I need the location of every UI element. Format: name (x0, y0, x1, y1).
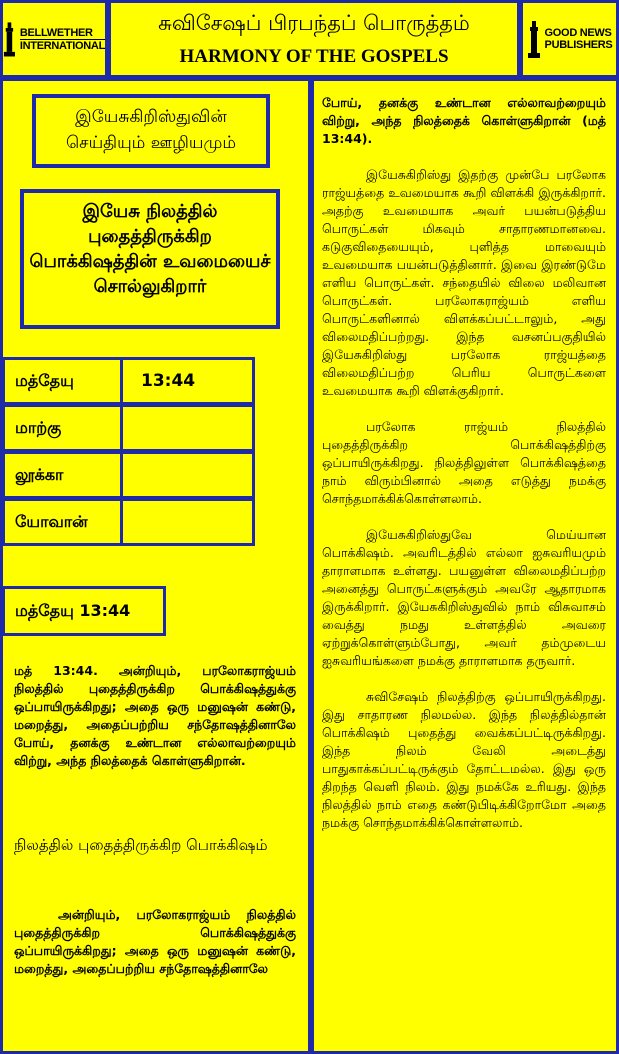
gospel-name: மத்தேயு (5, 360, 123, 402)
paragraph: பரலோக ராஜ்யம் நிலத்தில் புதைத்திருக்கிற பொக்கிஷத்திற்கு ஒப்பாயிருக்கிறது. நிலத்திலுள்ள பொக்கிஷத்தை நாம் விரும்பினால் அதை எடுத்து நமக்கு சொந்தமாக்கிக்கொள்ளலாம். (322, 419, 606, 506)
title-english: HARMONY OF THE GOSPELS (179, 46, 449, 67)
logo-line-2: INTERNATIONAL (19, 39, 105, 52)
gospel-ref: 13:44 (141, 371, 196, 391)
verse-text: மத் 13:44. அன்றியும், பரலோகராஜ்யம் நிலத்தில் புதைத்திருக்கிற பொக்கிஷத்துக்கு ஒப்பாயிருக்கிறது; அதை ஒரு மனுஷன் கண்டு, மறைத்து, அதைப்பற்றிய சந்தோஷத்தினாலே போய், தனக்கு உண்டான எல்லாவற்றையும் விற்று, அந்த நிலத்தைக் கொள்ளுகிறான். (14, 663, 296, 768)
section-title-box: இயேசுகிறிஸ்துவின் செய்தியும் ஊழியமும் (32, 94, 270, 168)
logo-line-1: BELLWETHER (19, 26, 93, 39)
subheading: நிலத்தில் புதைத்திருக்கிற பொக்கிஷம் (14, 836, 268, 854)
header-title (108, 0, 520, 78)
paragraph: இயேசுகிறிஸ்துவே மெய்யான பொக்கிஷம். அவரிடத்தில் எல்லா ஐசுவரியமும் தாராளமாக உள்ளது. பயனுள்ள விலைமதிப்பற்ற அனைத்து பொருட்களுக்கும் அவரே ஆதாரமாக இருக்கிறார். இயேசுகிறிஸ்துவில் நாம் விசுவாசம் வைத்து நமது உள்ளத்தில் அவரை ஏற்றுக்கொள்ளும்போது, அவர் தம்முடைய ஐசுவரியங்களை நமக்கு தாராளமாக தருவார். (322, 527, 606, 668)
scripture-reference: மத்தேயு 13:44 (2, 586, 166, 636)
paragraph: சுவிசேஷம் நிலத்திற்கு ஒப்பாயிருக்கிறது. இது சாதாரண நிலமல்ல. இந்த நிலத்தில்தான் பொக்கிஷம் புதைத்து வைக்கப்பட்டிருக்கிறது. இந்த நிலம் வேலி அடைத்து பாதுகாக்கப்பட்டிருக்கும் தோட்டமல்ல. இது ஒரு திறந்த வெளி நிலம். இது நமக்கே உரியது. இந்த நிலத்தில் நாம் எதை கண்டுபிடிக்கிறோமோ அதை நமக்கு சொந்தமாக்கிக்கொள்ளலாம். (322, 689, 606, 830)
verse-continuation: போய், தனக்கு உண்டான எல்லாவற்றையும் விற்று, அந்த நிலத்தைக் கொள்ளுகிறான் (மத் 13:44). (322, 95, 606, 146)
logo-line-1: GOOD NEWS (544, 27, 612, 39)
publisher-logo-left (0, 0, 108, 78)
gospel-name: யோவான் (5, 501, 123, 543)
gospel-name: மாற்கு (5, 407, 123, 449)
gospel-reference-table (2, 358, 255, 546)
gospel-name: லூக்கா (5, 454, 123, 496)
table-row (2, 404, 255, 452)
gospel-ref (123, 407, 252, 449)
passage-title-box: இயேசு நிலத்தில் புதைத்திருக்கிற பொக்கிஷத்தின் உவமையைச் சொல்லுகிறார் (20, 189, 280, 329)
verse-text-2: அன்றியும், பரலோகராஜ்யம் நிலத்தில் புதைத்திருக்கிற பொக்கிஷத்துக்கு ஒப்பாயிருக்கிறது; அதை ஒரு மனுஷன் கண்டு, மறைத்து, அதைப்பற்றிய சந்தோஷத்தினாலே (14, 907, 296, 976)
publisher-logo-right (520, 0, 619, 78)
tower-icon (3, 19, 16, 59)
table-row (2, 498, 255, 546)
gospel-ref (123, 454, 252, 496)
tower-icon (527, 19, 541, 59)
table-row (2, 357, 255, 405)
logo-line-2: PUBLISHERS (544, 39, 613, 51)
title-tamil: சுவிசேஷப் பிரபந்தப் பொருத்தம் (158, 11, 470, 35)
gospel-ref (123, 501, 252, 543)
table-row (2, 451, 255, 499)
commentary (322, 94, 606, 850)
paragraph: இயேசுகிறிஸ்து இதற்கு முன்பே பரலோக ராஜ்யத்தை உவமையாக கூறி விளக்கி இருக்கிறார். அதற்கு உவமையாக அவர் பயன்படுத்திய பொருட்கள் மிகவும் சாதாரணமானவை. கடுகுவிதையையும், புளித்த மாவையும் உவமையாக பயன்படுத்தினார். இவை இரண்டுமே எளிய பொருட்கள். சந்தையில் விலை மலிவான பொருட்கள். பரலோகராஜ்யம் எளிய பொருட்களினால் விளக்கப்பட்டாலும், அது விலைமதிப்பற்றது. இந்த வசனப்பகுதியில் இயேசுகிறிஸ்து பரலோக ராஜ்யத்தை விலைமதிப்பற்ற பெரிய பொருட்களை உவமையாக கூறி விளக்குகிறார். (322, 167, 606, 398)
